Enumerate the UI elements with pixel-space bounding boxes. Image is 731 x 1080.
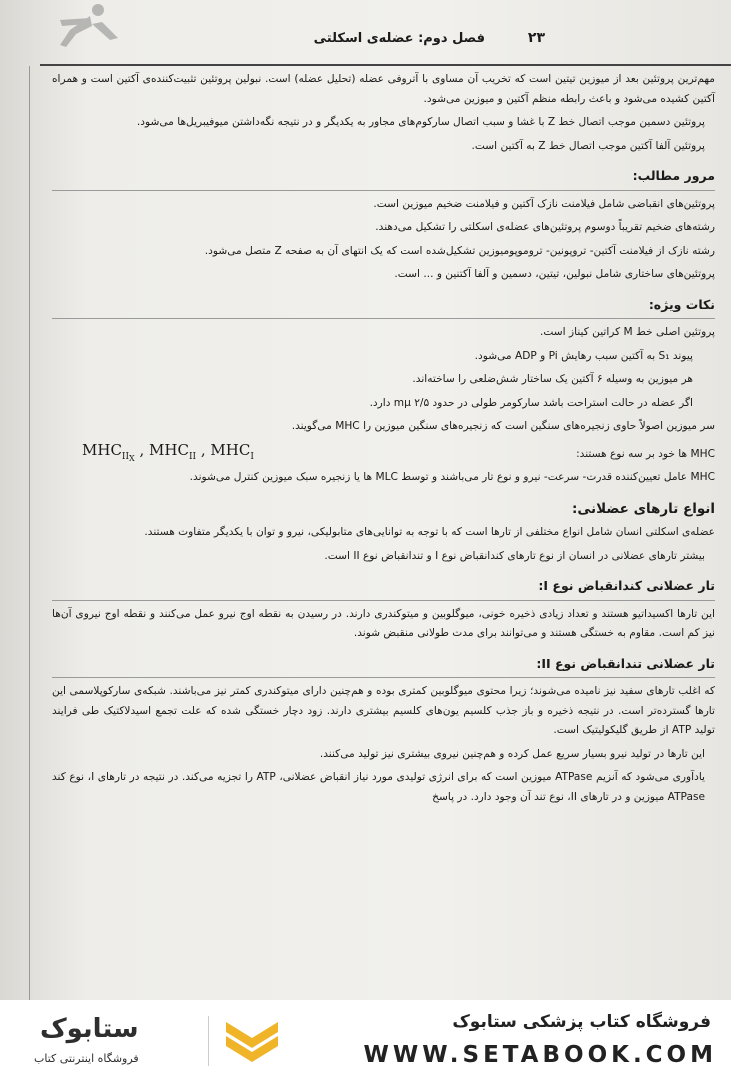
section-heading-notes: نکات ویژه:	[648, 296, 715, 312]
list-item: اگر عضله در حالت استراحت باشد سارکومر طولی در حدود ۲/۵ mμ دارد.	[369, 396, 693, 409]
mhc-row	[52, 441, 715, 469]
shop-title: فروشگاه کتاب پزشکی ستابوک	[452, 1012, 711, 1032]
paragraph: این تارها در تولید نیرو بسیار سریع عمل کرده و هم‌چنین نیروی بیشتری نیز تولید می‌کنند.	[319, 747, 705, 760]
list-item: MHC ها خود بر سه نوع هستند:	[576, 447, 715, 460]
paragraph: پروتئین دسمین موجب اتصال خط Z با غشا و سبب اتصال سارکوم‌های مجاور به یکدیگر و در نتیجه نگه‌داشتن میوفیبریل‌ها می‌شود.	[136, 116, 705, 128]
page-body	[52, 70, 715, 811]
margin-line	[29, 66, 30, 1000]
paragraph: مهم‌ترین پروتئین بعد از میوزین تیتین است که تخریب آن مساوی با آتروفی عضله (تحلیل عضله) است. نبولین پروتئین تثبیت‌کننده‌ی آکتین است و همراه آکتین کشیده می‌شود و باعث رابطه منظم آکتین و میوزین می‌شود.	[52, 73, 715, 105]
footer-banner	[0, 1000, 731, 1080]
section-heading-fast-fiber: تار عضلانی تندانقباض نوع II:	[536, 655, 715, 671]
list-item: MHC عامل تعیین‌کننده قدرت- سرعت- نیرو و نوع تار می‌باشند و توسط MLC ها یا زنجیره سبک میوزین کنترل می‌شوند.	[189, 471, 715, 483]
paragraph: این تارها اکسیداتیو هستند و تعداد زیادی ذخیره خونی، میوگلوبین و میتوکندری دارند. در رسیدن به نقطه اوج نیرو عمل می‌کنند و نقطه اوج نیروی آن‌ها نیز کم است. مقاوم به خستگی هستند و می‌توانند برای مدت طولانی منقبض شوند.	[52, 607, 715, 639]
list-item: رشته نازک از فیلامنت آکتین- تروپونین- تروموپومیوزین تشکیل‌شده است که یک انتهای آن به صفحه Z متصل می‌شود.	[204, 244, 715, 257]
heading-underline	[52, 190, 715, 191]
paragraph: یادآوری می‌شود که آنزیم ATPase میوزین است که برای انرژی تولیدی مورد نیاز انقباض عضلانی، ATP را تجزیه می‌کند. در نتیجه در تارهای I، نوع کند ATPase میوزین و در تارهای II، نوع تند آن وجود دارد. در پاسخ	[52, 771, 705, 803]
list-item: سر میوزین اصولاً حاوی زنجیره‌های سنگین است که زنجیره‌های سنگین میوزین را MHC می‌گویند.	[291, 420, 715, 432]
list-item: پیوند S₁ به آکتین سبب رهایش Pi و ADP می‌شود.	[474, 349, 693, 362]
footer-divider	[208, 1016, 209, 1066]
header-divider	[40, 64, 731, 66]
list-item: پروتئین‌های ساختاری شامل نبولین، تیتین، دسمین و آلفا آکتنین و ... است.	[394, 268, 715, 280]
paragraph: پروتئین آلفا آکتین موجب اتصال خط Z به آکتین است.	[471, 139, 705, 152]
chevron-logo-icon	[222, 1018, 282, 1064]
chapter-title: فصل دوم: عضله‌ی اسکلتی	[313, 31, 485, 46]
shop-url[interactable]: WWW.SETABOOK.COM	[363, 1042, 717, 1068]
mhc-formula: $MHC_{IIX}$ , $MHC_{II}$ , $MHC_I$	[82, 440, 254, 463]
heading-underline	[52, 600, 715, 601]
section-heading-review: مرور مطالب:	[632, 168, 715, 183]
heading-underline	[52, 677, 715, 678]
list-item: پروتئین‌های انقباضی شامل فیلامنت نازک آکتین و فیلامنت ضخیم میوزین است.	[373, 197, 715, 210]
list-item: هر میوزین به وسیله ۶ آکتین یک ساختار شش‌ضلعی را ساخته‌اند.	[412, 373, 693, 385]
page-header	[0, 0, 731, 62]
list-item: رشته‌های ضخیم تقریباً دوسوم پروتئین‌های عضله‌ی اسکلتی را تشکیل می‌دهند.	[375, 221, 715, 233]
list-item: پروتئین اصلی خط M کراتین کیناز است.	[540, 326, 715, 338]
section-heading-fiber-types: انواع تارهای عضلانی:	[571, 500, 715, 517]
section-heading-slow-fiber: تار عضلانی کندانقباض نوع I:	[538, 578, 715, 593]
paragraph: که اغلب تارهای سفید نیز نامیده می‌شوند؛ زیرا محتوی میوگلوبین کمتری بوده و هم‌چنین دارای میتوکندری کمتر نیز می‌باشند. شبکه‌ی سارکوپلاسمی این تارها گسترده‌تر است. در نتیجه ذخیره و باز جذب کلسیم یون‌های کلسیم بیشتری دارند. زود دچار خستگی شده که علت تجمع اسیدلاکتیک طی فرایند تولید ATP از طریق گلیکولیتیک است.	[52, 685, 715, 736]
page-number: ۲۳	[527, 30, 545, 46]
paragraph: عضله‌ی اسکلتی انسان شامل انواع مختلفی از تارها است که با توجه به توانایی‌های متابولیکی، نیرو و توان با یکدیگر متفاوت هستند.	[144, 526, 715, 538]
setabook-tagline: فروشگاه اینترنتی کتاب	[34, 1052, 139, 1065]
heading-underline	[52, 318, 715, 319]
paragraph: بیشتر تارهای عضلانی در انسان از نوع تارهای کندانقباض نوع I و تندانقباض نوع II است.	[324, 549, 705, 562]
setabook-logo[interactable]: ستابوک	[40, 1014, 139, 1044]
